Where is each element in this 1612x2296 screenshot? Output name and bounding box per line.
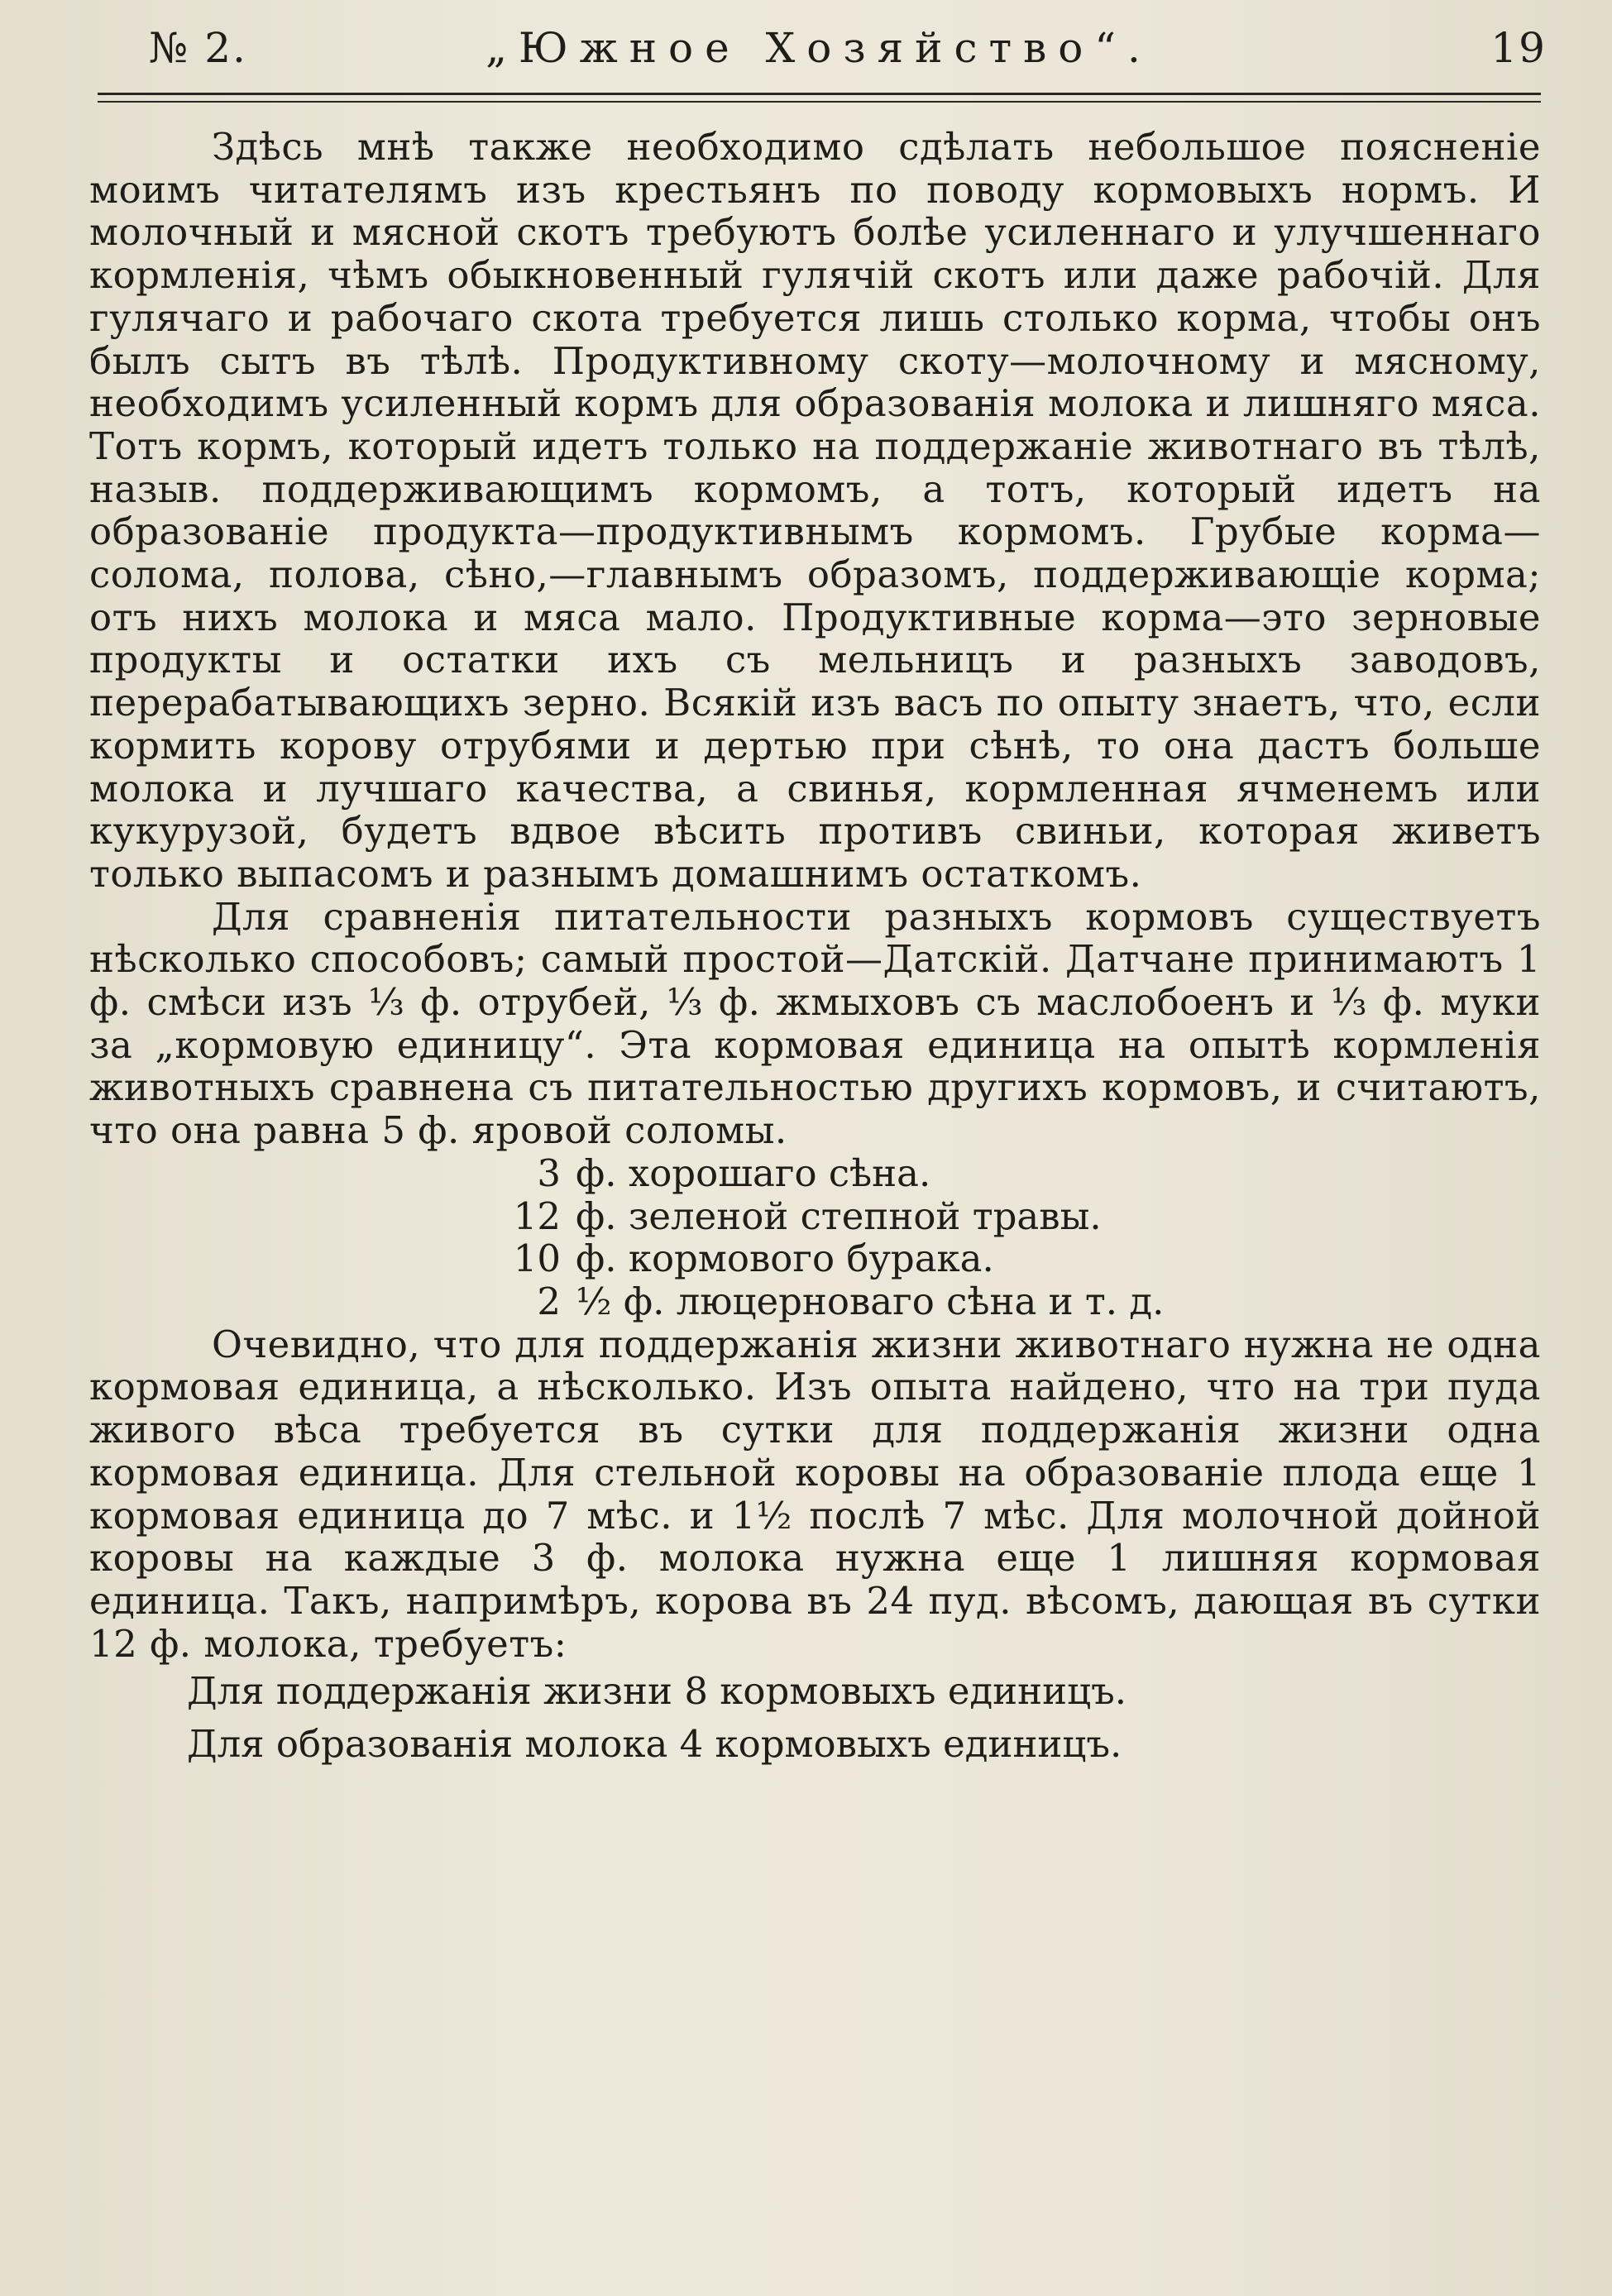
list-item: 10 ф. кормового бурака. [513, 1236, 994, 1281]
header-rule-thin [98, 101, 1541, 103]
total-maintenance: Для поддержанія жизни 8 кормовыхъ единицъ. [187, 1669, 1127, 1714]
list-item: 12 ф. зеленой степной травы. [513, 1193, 1102, 1238]
header-rule-thick [98, 93, 1541, 95]
page-number: 19 [1490, 24, 1547, 72]
paragraph-feed-norms: Здѣсь мнѣ также необходимо сдѣлать небольшое пояснeніе моимъ читателямъ изъ крестьянъ по поводу кормовыхъ нормъ. И молочный и мясной скотъ требуютъ болѣе усиленнаго и улучшеннаго кормленія, чѣмъ обыкновенный гулячій скотъ или даже рабочій. Для гулячаго и рабочаго скота требуется лишь столько корма, чтобы онъ былъ сытъ въ тѣлѣ. Продуктивному скоту—молочному и мясному, необходимъ усиленный кормъ для образованія молока и лишняго мяса. Тотъ кормъ, который идетъ только на поддержаніе животнаго въ тѣлѣ, назыв. поддерживающимъ кормомъ, а тотъ, который идетъ на образованіе продукта—продуктивнымъ кормомъ. Грубые корма—солома, полова, сѣно,—главнымъ образомъ, поддерживающіе корма; отъ нихъ молока и мяса мало. Продуктивные корма—это зерновые продукты и остатки ихъ съ мельницъ и разныхъ заводовъ, перерабатывающихъ зерно. Всякій изъ васъ по опыту знаетъ, что, если кормить корову отрубями и дертью при сѣнѣ, то она дастъ больше молока и лучшаго качества, а свинья, кормленная ячменемъ или кукурузой, будетъ вдвое вѣсить противъ свиньи, которая живетъ только выпасомъ и разнымъ домашнимъ остаткомъ. [89, 125, 1541, 896]
list-item: 3 ф. хорошаго сѣна. [537, 1150, 931, 1195]
paragraph-feed-unit: Для сравненія питательности разныхъ кормовъ существуетъ нѣсколько способовъ; самый простой—Датскій. Датчане принимаютъ 1 ф. смѣси изъ ⅓ ф. отрубей, ⅓ ф. жмыховъ съ маслобоенъ и ⅓ ф. муки за „кормовую единицу“. Эта кормовая единица на опытѣ кормленія животныхъ сравнена съ питательностью другихъ кормовъ, и считаютъ, что она равна 5 ф. яровой соломы. [89, 894, 1541, 1153]
journal-title: „Южное Хозяйство“. [486, 24, 1152, 72]
paragraph-requirements: Очевидно, что для поддержанія жизни животнаго нужна не одна кормовая единица, а нѣсколько. Изъ опыта найдено, что на три пуда живого вѣса требуется въ сутки для поддержанія жизни одна кормовая единица. Для стельной коровы на образованіе плода еще 1 кормовая единица до 7 мѣс. и 1½ послѣ 7 мѣс. Для молочной дойной коровы на каждые 3 ф. молока нужна еще 1 лишняя кормовая единица. Такъ, напримѣръ, корова въ 24 пуд. вѣсомъ, дающая въ сутки 12 ф. молока, требуетъ: [89, 1322, 1541, 1666]
article-body [89, 126, 1541, 1771]
totals-block [89, 1665, 1541, 1771]
running-header [91, 23, 1547, 73]
total-milk: Для образованія молока 4 кормовыхъ единицъ. [187, 1722, 1122, 1767]
feed-equivalents-list [501, 1152, 1541, 1323]
issue-number: № 2. [149, 24, 247, 72]
list-item: 2 ½ ф. люцерноваго сѣна и т. д. [537, 1279, 1165, 1323]
